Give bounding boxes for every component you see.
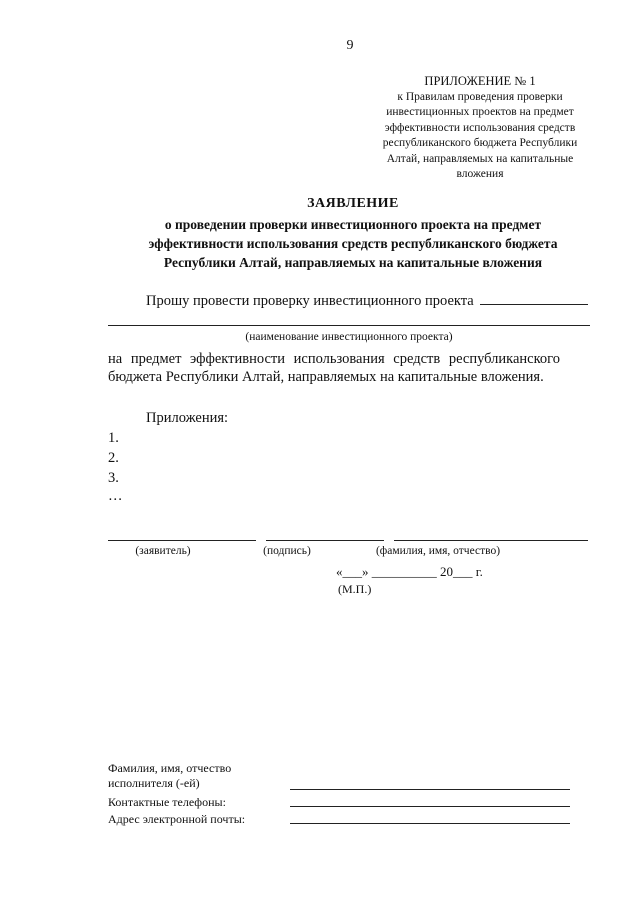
executor-line[interactable]	[290, 789, 570, 790]
project-name-blank[interactable]	[480, 290, 588, 305]
attachment-item: 3.	[108, 470, 119, 486]
stamp-label: (М.П.)	[338, 582, 372, 596]
executor-label	[108, 761, 231, 791]
appendix-header	[360, 74, 600, 183]
subtitle-line: о проведении проверки инвестиционного проекта на предмет	[164, 217, 542, 232]
full-name-caption: (фамилия, имя, отчество)	[375, 545, 501, 557]
phones-line[interactable]	[290, 806, 570, 807]
email-label: Адрес электронной почты:	[108, 812, 246, 826]
project-name-line[interactable]	[108, 325, 590, 326]
applicant-caption: (заявитель)	[135, 545, 191, 557]
appendix-line: эффективности использования средств	[384, 121, 576, 134]
email-line[interactable]	[290, 823, 570, 824]
request-paragraph	[146, 290, 588, 310]
executor-label-line: исполнителя (-ей)	[108, 776, 200, 790]
attachment-item: 1.	[108, 430, 119, 446]
statement-subtitle	[108, 215, 598, 272]
appendix-line: Алтай, направляемых на капитальные	[386, 152, 574, 165]
appendix-line: инвестиционных проектов на предмет	[386, 106, 574, 118]
purpose-line: на предмет эффективности использования средств республиканского	[108, 351, 561, 367]
request-text: Прошу провести проверку инвестиционного проекта	[146, 293, 474, 309]
appendix-line: вложения	[456, 168, 504, 180]
page-number: 9	[346, 38, 354, 53]
appendix-line: к Правилам проведения проверки	[397, 90, 563, 103]
appendix-title: ПРИЛОЖЕНИЕ № 1	[424, 74, 536, 88]
project-name-caption: (наименование инвестиционного проекта)	[245, 331, 453, 343]
attachments-heading: Приложения:	[146, 410, 229, 426]
date-field[interactable]: «___» __________ 20___ г.	[336, 564, 483, 579]
purpose-paragraph	[108, 350, 598, 386]
purpose-line: бюджета Республики Алтай, направляемых на капитальные вложения.	[108, 369, 544, 385]
applicant-line[interactable]	[108, 540, 256, 541]
signature-caption: (подпись)	[263, 545, 311, 557]
statement-title: ЗАЯВЛЕНИЕ	[307, 196, 399, 211]
signature-line[interactable]	[266, 540, 384, 541]
subtitle-line: эффективности использования средств республиканского бюджета	[148, 236, 558, 251]
executor-label-line: Фамилия, имя, отчество	[108, 761, 232, 775]
appendix-line: республиканского бюджета Республики	[382, 137, 578, 149]
attachment-item: 2.	[108, 450, 119, 466]
attachment-item: …	[108, 488, 123, 504]
full-name-line[interactable]	[394, 540, 588, 541]
phones-label: Контактные телефоны:	[108, 795, 226, 809]
subtitle-line: Республики Алтай, направляемых на капитальные вложения	[163, 255, 543, 270]
